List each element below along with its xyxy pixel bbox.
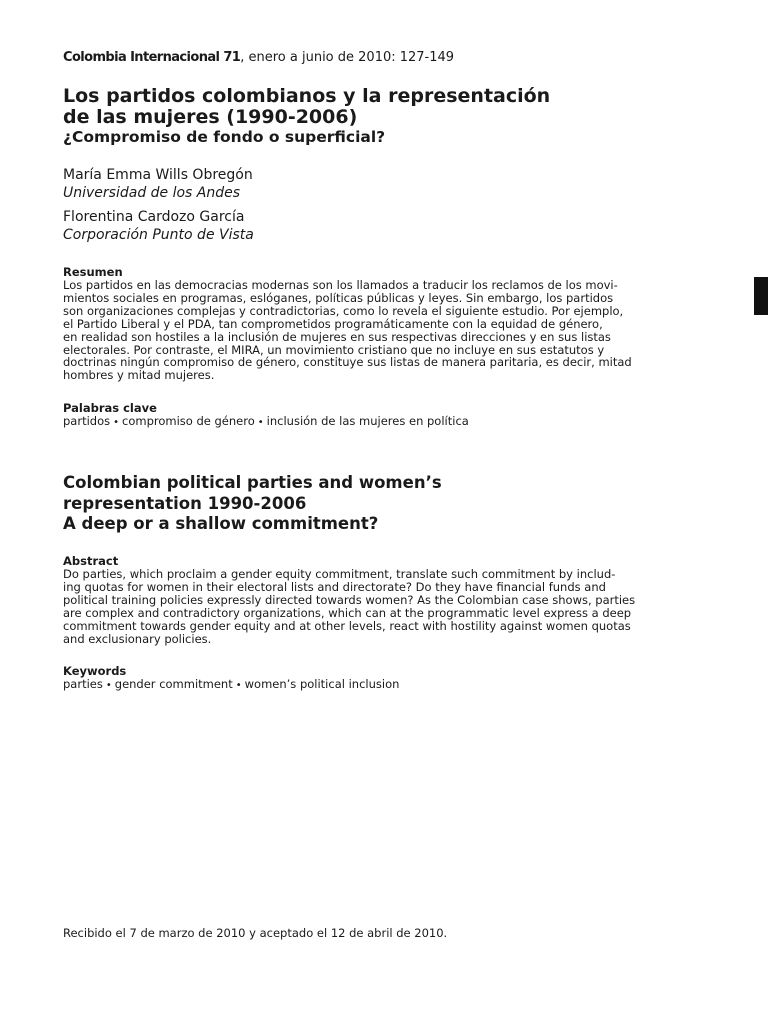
abstract-label: Abstract bbox=[63, 554, 119, 568]
palabras-clave-list bbox=[63, 415, 469, 429]
article-title-es bbox=[63, 86, 623, 146]
resumen-line: en realidad son hostiles a la inclusión de mujeres en sus respectivas direcciones y en sus listas bbox=[63, 329, 611, 344]
resumen-line: son organizaciones complejas y contradictorias, como lo revela el siguiente estudio. Por ejemplo, bbox=[63, 303, 624, 318]
keywords-list bbox=[63, 678, 399, 692]
title-es-line: de las mujeres (1990-2006) bbox=[63, 106, 358, 128]
resumen-line: electorales. Por contraste, el MIRA, un movimiento cristiano que no incluye en sus estatutos y bbox=[63, 342, 605, 357]
bullet-separator: • bbox=[235, 680, 242, 691]
palabras-clave-section bbox=[63, 401, 469, 429]
resumen-text bbox=[63, 279, 632, 382]
keywords-label: Keywords bbox=[63, 664, 127, 678]
journal-name: Colombia Internacional 71 bbox=[63, 50, 241, 65]
article-title-en bbox=[63, 473, 442, 535]
resumen-line: hombres y mitad mujeres. bbox=[63, 368, 215, 383]
issue-info: , enero a junio de 2010: 127-149 bbox=[240, 50, 455, 65]
resumen-line: mientos sociales en programas, eslóganes, políticas públicas y leyes. Sin embargo, los partidos bbox=[63, 290, 614, 305]
received-note: Recibido el 7 de marzo de 2010 y aceptado el 12 de abril de 2010. bbox=[63, 926, 448, 940]
abstract-line: and exclusionary policies. bbox=[63, 631, 212, 646]
journal-citation bbox=[63, 50, 454, 65]
article-subtitle-es: ¿Compromiso de fondo o superficial? bbox=[63, 128, 386, 146]
keyword-en: gender commitment bbox=[114, 677, 233, 691]
abstract-section bbox=[63, 554, 635, 645]
palabras-clave-label: Palabras clave bbox=[63, 401, 157, 415]
abstract-line: Do parties, which proclaim a gender equity commitment, translate such commitment by includ- bbox=[63, 567, 616, 581]
article-first-page bbox=[63, 0, 653, 1024]
author bbox=[63, 166, 254, 202]
title-es-line: Los partidos colombianos y la representación bbox=[63, 85, 551, 107]
resumen-label: Resumen bbox=[63, 265, 123, 279]
section-thumb-tab bbox=[754, 277, 768, 315]
keyword-es: compromiso de género bbox=[122, 414, 255, 428]
abstract-line: political training policies expressly directed towards women? As the Colombian case shows, parties bbox=[63, 592, 636, 607]
author bbox=[63, 208, 254, 244]
author-name: Florentina Cardozo García bbox=[63, 209, 245, 225]
keyword-en: women’s political inclusion bbox=[244, 677, 400, 691]
resumen-line: el Partido Liberal y el PDA, tan comprometidos programáticamente con la equidad de género, bbox=[63, 316, 603, 331]
resumen-line: doctrinas ningún compromiso de género, constituye sus listas de manera paritaria, es decir, mitad bbox=[63, 355, 632, 370]
abstract-text bbox=[63, 568, 635, 645]
resumen-section bbox=[63, 265, 632, 382]
author-list bbox=[63, 166, 254, 250]
title-en-line: Colombian political parties and women’s bbox=[63, 473, 442, 492]
keyword-es: partidos bbox=[63, 414, 111, 428]
keyword-es: inclusión de las mujeres en política bbox=[266, 414, 469, 428]
bullet-separator: • bbox=[105, 680, 112, 691]
bullet-separator: • bbox=[257, 417, 264, 428]
author-affiliation: Corporación Punto de Vista bbox=[63, 227, 254, 243]
title-en-line: A deep or a shallow commitment? bbox=[63, 514, 379, 533]
author-affiliation: Universidad de los Andes bbox=[63, 185, 241, 201]
abstract-line: are complex and contradictory organizations, which can at the programmatic level express a deep bbox=[63, 605, 632, 620]
abstract-line: commitment towards gender equity and at other levels, react with hostility against women quotas bbox=[63, 618, 631, 633]
keyword-en: parties bbox=[63, 677, 103, 691]
keywords-section bbox=[63, 664, 399, 692]
resumen-line: Los partidos en las democracias modernas son los llamados a traducir los reclamos de los movi- bbox=[63, 278, 618, 292]
author-name: María Emma Wills Obregón bbox=[63, 167, 253, 183]
abstract-line: ing quotas for women in their electoral lists and directorate? Do they have financial funds and bbox=[63, 579, 606, 594]
bullet-separator: • bbox=[113, 417, 120, 428]
title-en-line: representation 1990-2006 bbox=[63, 493, 307, 513]
